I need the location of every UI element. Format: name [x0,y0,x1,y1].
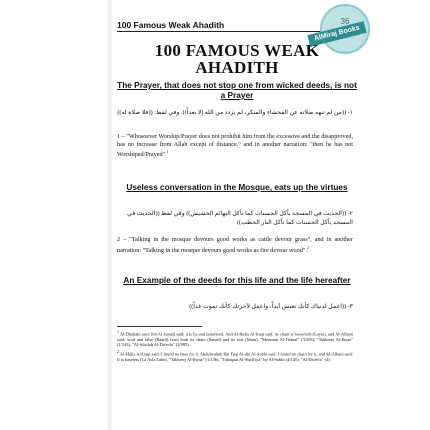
footnote-divider [117,326,202,327]
section-2-arabic: ٢- ((الحديث في المسجد يأكل الحسنات كما تأكل البهائم الحشيش)) وفي لفظ ((الحديث في المسجد يأكل الحسنات كما تأكل النار الحطب)) [127,210,353,226]
footnote-ref-1: 1 [166,149,169,155]
page-binding-shadow [108,0,112,430]
section-3-arabic: ٣- ((اعمل لدنياك كأنك تعيش أبداً، واعمل لآخرتك كأنك تموت غداً)) [189,303,353,310]
footnote-2 [117,349,353,362]
section-1-english-text: 1 – "Whosoever Worship/Prayer does not prohibit him from the excessive and the disapproved, has no increase from Allah except of distance." and in another narration: "then he has not Worshiped/Prayed". [117,133,353,159]
footnote-1 [117,329,353,348]
footnote-2-mark: 2 [117,348,119,354]
section-2-english-text: 2 – "Talking in the mosque devours good works as cattle devour grass", and in another narration: "Talking in the mosque devours good works as fire devour wood". [117,236,353,254]
running-head: 100 Famous Weak Ahadith [117,20,342,32]
footnote-1-mark: 1 [117,329,119,334]
section-2-heading: Useless conversation in the Mosque, eats up the virtues [126,182,348,192]
publisher-ribbon: AlMiraj Books [307,21,366,47]
title-line-2: AHADITH [195,58,279,77]
section-3-heading: An Example of the deeds for this life and the life hereafter [123,275,351,285]
section-2-english [117,236,353,254]
section-1-english [117,133,353,159]
footnote-2-text: Al-Hafiz Al-Iraqi said: I found no base for it. Abdulwahab Ibn Taqi Al-din Al-Subki said: I found no chain for it, and Al-Albani said: It is baseless (La Asla Lahu). "Takhreej Al-Ihyaa" (1/136), "Tabaqaat Al-Shafi'iya" by Al-Subki (4/145), "Al-Da'eefa" (4). [117,351,353,362]
footnotes [117,329,353,362]
section-1-arabic: ١- ((من لم تنهه صلاته عن الفحشاء والمنكر، لم يزدد من الله إلا بعداً)). وفي لفظ: ((فلا صلاة له)) [117,109,353,116]
page-number: 36 [340,17,350,26]
page-title [117,42,357,76]
section-1-heading: The Prayer, that does not stop one from wicked deeds, is not a Prayer [117,80,357,100]
title-line-1: 100 FAMOUS WEAK [154,41,320,60]
footnote-ref-2: 2 [306,244,309,250]
footnote-1-text: Al-Dhahabi said: Ibn Al-Junaid said: it is lie and falsehood. And Al-Hafiz Al-Iraqi said: its chain is loose/soft (Layin), and Al-Albani said: void and false (Baatil) from both its chain (Sanad) and its text (Matn). "Meezaan Al-I'tidaal" (3/293), "Takhreej Al-Ihyaa" (1/143), "Al-Silsilah Al-Da'eefa" (2/985). [117,331,354,348]
